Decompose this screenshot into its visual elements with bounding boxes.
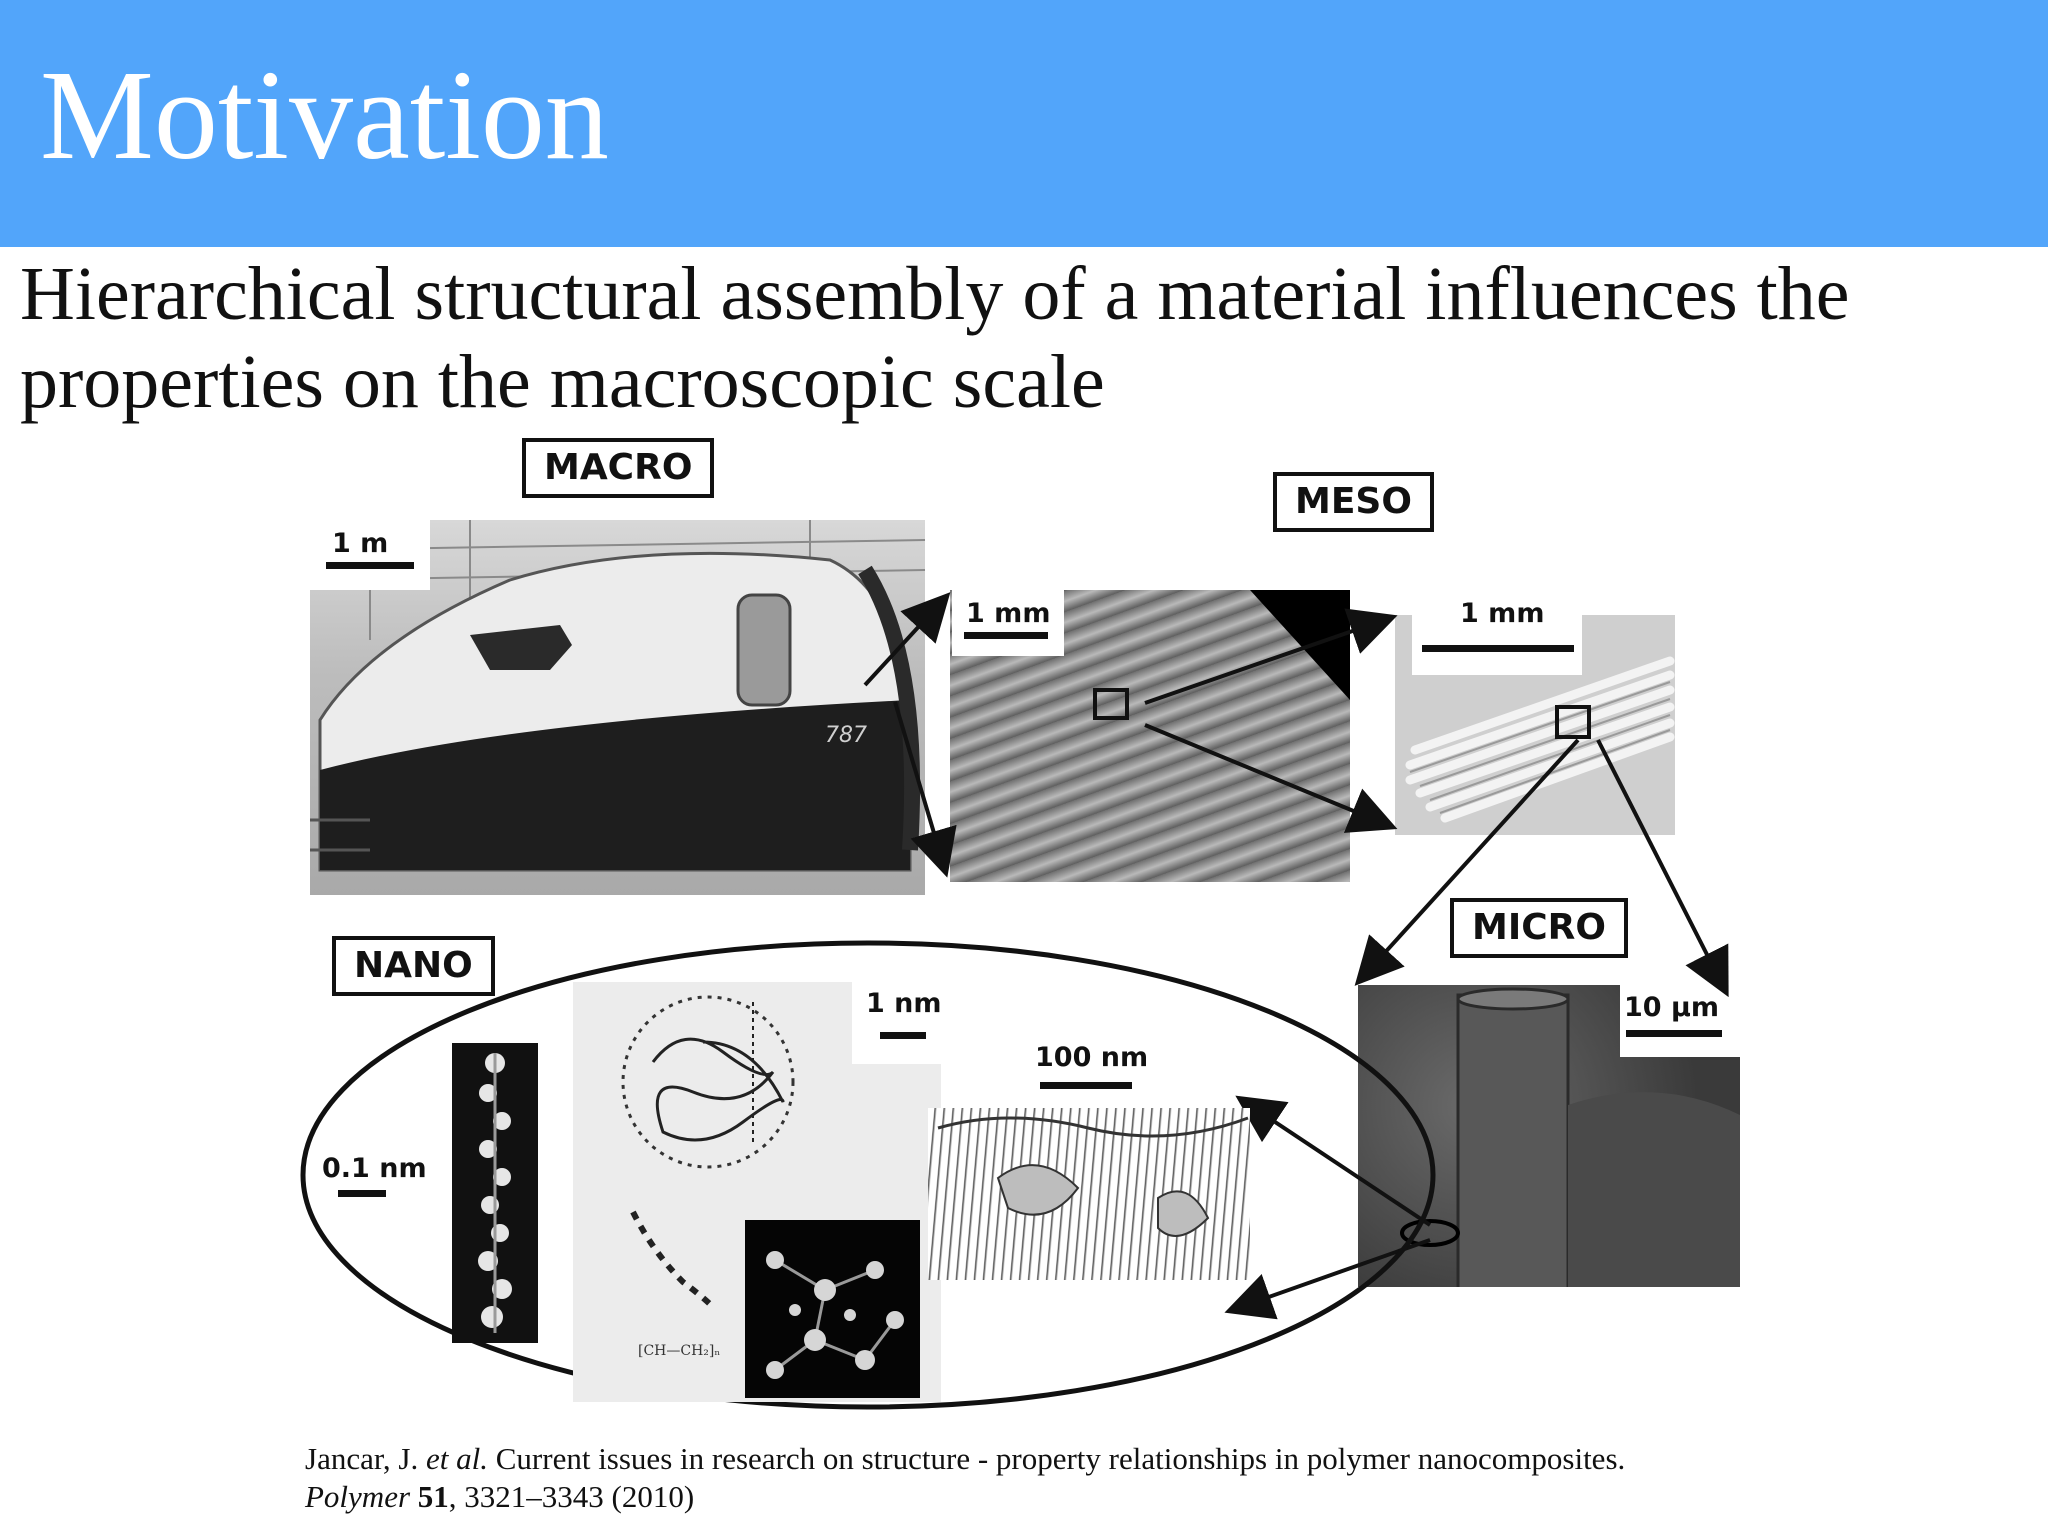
nano-chain-scale-bar: [880, 1032, 926, 1039]
meso-tag: MESO: [1273, 472, 1434, 532]
nano-tag: NANO: [332, 936, 495, 996]
nano-lamellae-scale-bar: [1040, 1082, 1132, 1089]
citation-line-1: [305, 1440, 1905, 1478]
micro-scale-label: 10 µm: [1624, 992, 1719, 1023]
micro-tag: MICRO: [1450, 898, 1628, 958]
slide-subtitle: Hierarchical structural assembly of a material influences the properties on the macroscopic scale: [20, 252, 1850, 424]
citation-etal: et al.: [426, 1441, 488, 1476]
citation-line-2: [305, 1478, 1905, 1516]
nano-molecule-scale-bar: [338, 1190, 386, 1197]
citation-journal: Polymer: [305, 1479, 411, 1514]
ball-and-stick-molecule-image: [745, 1220, 920, 1398]
meso-weave-scale-label: 1 mm: [966, 598, 1051, 629]
nano-chain-scale-label: 1 nm: [866, 988, 942, 1019]
molecule-column-image: [452, 1043, 538, 1343]
citation: [305, 1440, 1905, 1516]
slide-title: Motivation: [40, 44, 609, 186]
nano-molecule-scale-label: 0.1 nm: [322, 1153, 427, 1184]
lamellae-image: [928, 1108, 1250, 1280]
airplane-marking: 787: [825, 723, 867, 748]
citation-title: Current issues in research on structure - property relationships in polymer nanocomposites.: [495, 1441, 1626, 1476]
citation-pages-year: , 3321–3343 (2010): [448, 1479, 695, 1514]
nano-lamellae-scale-label: 100 nm: [1035, 1042, 1149, 1073]
macro-scale-label: 1 m: [332, 528, 389, 559]
hierarchical-structure-figure: [270, 420, 1770, 1430]
svg-text:[CH—CH₂]ₙ: [CH—CH₂]ₙ: [638, 1343, 721, 1359]
citation-authors: Jancar, J.: [305, 1441, 419, 1476]
meso-fibers-scale-label: 1 mm: [1460, 598, 1545, 629]
macro-tag: MACRO: [522, 438, 714, 498]
title-bar: [0, 0, 2048, 247]
citation-volume: 51: [417, 1479, 449, 1514]
